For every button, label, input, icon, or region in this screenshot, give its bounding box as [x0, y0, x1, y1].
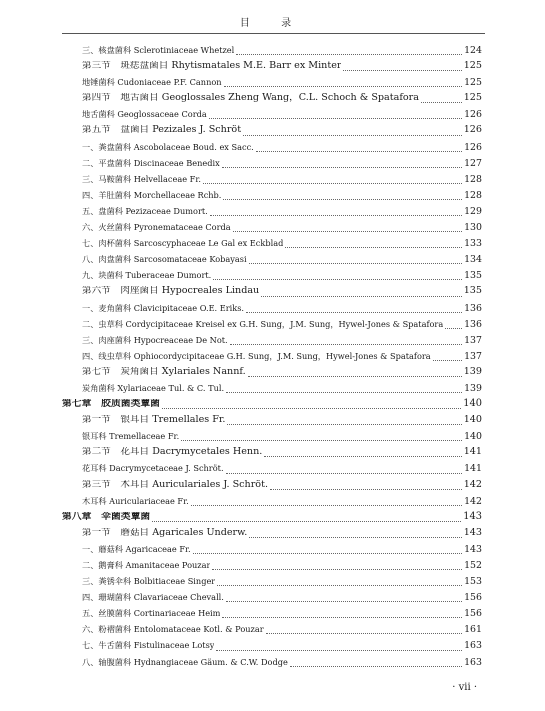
toc-entry-family[interactable]: [62, 187, 482, 203]
toc-entry-title: 第三节 斑痣盘菌目 Rhytismatales M.E. Barr ex Minter: [82, 61, 342, 72]
toc-entry-page: 128: [464, 173, 482, 185]
toc-entry-page: 137: [464, 334, 482, 346]
toc-entry-page: 143: [463, 510, 482, 522]
toc-entry-family[interactable]: [62, 557, 482, 573]
toc-entry-title: 三、粪锈伞科 Bolbitiaceae Singer: [82, 576, 216, 587]
dot-leader: [203, 183, 462, 184]
toc-entry-page: 136: [464, 318, 482, 330]
dot-leader: [270, 489, 462, 490]
dot-leader: [290, 666, 462, 667]
toc-entry-family-plain[interactable]: [62, 74, 482, 90]
toc-entry-title: 五、盘菌科 Pezizaceae Dumort.: [82, 205, 208, 216]
toc-entry-page: 139: [464, 382, 482, 394]
toc-entry-section[interactable]: [62, 283, 482, 299]
dot-leader: [248, 376, 462, 377]
toc-entry-page: 153: [464, 576, 482, 588]
toc-entry-page: 126: [464, 141, 482, 153]
toc-entry-family[interactable]: [62, 42, 482, 58]
toc-entry-page: 126: [463, 124, 482, 136]
dot-leader: [181, 440, 462, 441]
dot-leader: [233, 231, 462, 232]
toc-entry-section[interactable]: [62, 444, 482, 460]
toc-entry-title: 花耳科 Dacrymycetaceae J. Schröt.: [82, 463, 224, 474]
toc-entry-section[interactable]: [62, 477, 482, 493]
dot-leader: [230, 344, 462, 345]
toc-entry-family-plain[interactable]: [62, 380, 482, 396]
toc-entry-title: 炭角菌科 Xylariaceae Tul. & C. Tul.: [82, 382, 225, 393]
toc-entry-section[interactable]: [62, 90, 482, 106]
toc-entry-title: 第一节 蘑菇目 Agaricales Underw.: [82, 527, 248, 538]
toc-entry-section[interactable]: [62, 412, 482, 428]
dot-leader: [261, 296, 461, 297]
toc-entry-page: 139: [463, 365, 482, 377]
dot-leader: [210, 215, 462, 216]
toc-entry-section[interactable]: [62, 525, 482, 541]
toc-entry-family[interactable]: [62, 235, 482, 251]
toc-entry-family[interactable]: [62, 251, 482, 267]
toc-entry-family[interactable]: [62, 267, 482, 283]
toc-entry-page: 156: [464, 608, 482, 620]
toc-entry-page: 127: [464, 157, 482, 169]
toc-entry-family[interactable]: [62, 203, 482, 219]
dot-leader: [264, 456, 461, 457]
dot-leader: [212, 569, 462, 570]
dot-leader: [249, 263, 462, 264]
toc-entry-page: 126: [464, 109, 482, 121]
toc-entry-page: 125: [463, 60, 482, 72]
toc-entry-chapter[interactable]: [62, 396, 482, 412]
toc-entry-title: 第二节 花耳目 Dacrymycetales Henn.: [82, 447, 263, 458]
toc-entry-title: 第四节 地舌菌目 Geoglossales Zheng Wang，C.L. Schoch & Spatafora: [82, 93, 419, 104]
toc-entry-page: 140: [463, 398, 482, 410]
toc-entry-family[interactable]: [62, 155, 482, 171]
header-rule: [62, 33, 485, 34]
dot-leader: [256, 151, 462, 152]
toc-entry-title: 银耳科 Tremellaceae Fr.: [82, 431, 180, 442]
toc-entry-page: 134: [464, 254, 482, 266]
toc-entry-title: 第三节 木耳目 Auriculariales J. Schröt.: [82, 479, 268, 490]
toc-entry-page: 137: [464, 350, 482, 362]
dot-leader: [223, 199, 462, 200]
toc-entry-title: 八、肉盘菌科 Sarcosomataceae Kobayasi: [82, 254, 247, 265]
toc-entry-title: 三、马鞍菌科 Helvellaceae Fr.: [82, 173, 201, 184]
table-of-contents: [62, 42, 482, 670]
toc-entry-title: 第一节 银耳目 Tremellales Fr.: [82, 415, 226, 426]
toc-entry-page: 143: [463, 526, 482, 538]
toc-entry-page: 130: [464, 222, 482, 234]
toc-entry-title: 八、轴腹菌科 Hydnangiaceae Gäum. & C.W. Dodge: [82, 656, 288, 667]
toc-entry-page: 163: [464, 640, 482, 652]
dot-leader: [421, 102, 462, 103]
toc-entry-family[interactable]: [62, 589, 482, 605]
toc-entry-title: 六、粉褶菌科 Entolomataceae Kotl. & Pouzar: [82, 624, 264, 635]
toc-entry-page: 135: [464, 270, 482, 282]
page-header-title: 目 录: [239, 18, 306, 29]
toc-entry-family[interactable]: [62, 316, 482, 332]
toc-entry-page: 129: [464, 205, 482, 217]
dot-leader: [227, 424, 461, 425]
toc-entry-page: 135: [463, 285, 482, 297]
toc-entry-family[interactable]: [62, 171, 482, 187]
dot-leader: [246, 312, 462, 313]
dot-leader: [226, 473, 463, 474]
toc-entry-page: 140: [464, 431, 482, 443]
toc-entry-title: 九、块菌科 Tuberaceae Dumort.: [82, 270, 212, 281]
dot-leader: [266, 633, 462, 634]
dot-leader: [285, 247, 462, 248]
dot-leader: [433, 360, 462, 361]
toc-entry-family[interactable]: [62, 637, 482, 653]
toc-entry-title: 五、丝膜菌科 Cortinariaceae Heim: [82, 608, 221, 619]
toc-entry-family[interactable]: [62, 654, 482, 670]
toc-entry-title: 四、珊瑚菌科 Clavariaceae Chevall.: [82, 592, 224, 603]
toc-entry-page: 143: [464, 543, 482, 555]
toc-entry-title: 六、火丝菌科 Pyronemataceae Corda: [82, 222, 231, 233]
toc-entry-page: 124: [464, 45, 482, 56]
toc-entry-family[interactable]: [62, 300, 482, 316]
dot-leader: [222, 167, 462, 168]
dot-leader: [224, 86, 463, 87]
toc-entry-title: 二、虫草科 Cordycipitaceae Kreisel ex G.H. Sung，J.M. Sung，Hywel-Jones & Spatafora: [82, 318, 444, 329]
toc-entry-title: 地舌菌科 Geoglossaceae Corda: [82, 109, 207, 120]
toc-entry-page: 142: [464, 495, 482, 507]
toc-entry-title: 七、牛舌菌科 Fistulinaceae Lotsy: [82, 640, 215, 651]
toc-entry-family[interactable]: [62, 621, 482, 637]
toc-entry-title: 二、鹅膏科 Amanitaceae Pouzar: [82, 560, 211, 570]
page-number: · vii ·: [452, 682, 477, 693]
dot-leader: [343, 70, 461, 71]
toc-entry-title: 一、麦角菌科 Clavicipitaceae O.E. Eriks.: [82, 302, 245, 313]
toc-entry-chapter[interactable]: [62, 509, 482, 525]
toc-entry-page: 136: [464, 302, 482, 314]
toc-entry-family[interactable]: [62, 541, 482, 557]
toc-entry-title: 第六节 肉座菌目 Hypocreales Lindau: [82, 286, 260, 297]
toc-entry-page: 152: [464, 560, 482, 571]
dot-leader: [226, 601, 462, 602]
dot-leader: [445, 328, 462, 329]
toc-entry-family[interactable]: [62, 605, 482, 621]
toc-entry-section[interactable]: [62, 364, 482, 380]
toc-entry-title: 地锤菌科 Cudoniaceae P.F. Cannon: [82, 77, 222, 88]
dot-leader: [213, 279, 462, 280]
toc-entry-title: 三、肉座菌科 Hypocreaceae De Not.: [82, 334, 228, 345]
toc-entry-title: 第七节 炭角菌目 Xylariales Nannf.: [82, 366, 246, 377]
toc-entry-title: 七、肉杯菌科 Sarcoscyphaceae Le Gal ex Eckblad: [82, 238, 284, 249]
toc-entry-title: 四、线虫草科 Ophiocordycipitaceae G.H. Sung，J.M. Sung，Hywel-Jones & Spatafora: [82, 350, 431, 361]
dot-leader: [249, 537, 461, 538]
toc-entry-title: 四、羊肚菌科 Morchellaceae Rchb.: [82, 189, 222, 200]
toc-entry-section[interactable]: [62, 58, 482, 74]
toc-entry-family[interactable]: [62, 219, 482, 235]
dot-leader: [209, 118, 462, 119]
toc-entry-family-plain[interactable]: [62, 460, 482, 476]
toc-entry-family-plain[interactable]: [62, 106, 482, 122]
toc-entry-title: 木耳科 Auriculariaceae Fr.: [82, 495, 189, 506]
toc-entry-title: 二、平盘菌科 Discinaceae Benedix: [82, 157, 220, 168]
toc-entry-page: 125: [464, 77, 482, 89]
dot-leader: [191, 505, 462, 506]
toc-entry-title: 第八章 伞菌类蕈菌: [62, 511, 151, 522]
toc-entry-family-plain[interactable]: [62, 428, 482, 444]
toc-entry-family[interactable]: [62, 348, 482, 364]
toc-entry-title: 一、粪盘菌科 Ascobolaceae Boud. ex Sacc.: [82, 141, 254, 152]
dot-leader: [236, 54, 462, 55]
toc-entry-family[interactable]: [62, 332, 482, 348]
toc-entry-page: 141: [463, 446, 482, 458]
dot-leader: [193, 553, 462, 554]
dot-leader: [217, 585, 462, 586]
dot-leader: [226, 392, 462, 393]
toc-entry-title: 第七章 胶质菌类蕈菌: [62, 399, 160, 410]
toc-entry-page: 156: [464, 592, 482, 604]
toc-entry-page: 163: [464, 656, 482, 668]
toc-entry-page: 125: [463, 92, 482, 104]
toc-entry-page: 161: [464, 624, 482, 636]
toc-entry-page: 133: [464, 238, 482, 250]
dot-leader: [243, 135, 462, 136]
toc-entry-title: 三、核盘菌科 Sclerotiniaceae Whetzel: [82, 45, 235, 55]
toc-entry-title: 一、蘑菇科 Agaricaceae Fr.: [82, 543, 191, 554]
toc-entry-section[interactable]: [62, 122, 482, 138]
toc-entry-family[interactable]: [62, 139, 482, 155]
dot-leader: [216, 650, 462, 651]
toc-entry-title: 第五节 盘菌目 Pezizales J. Schröt: [82, 125, 242, 136]
dot-leader: [162, 408, 461, 409]
dot-leader: [222, 617, 462, 618]
dot-leader: [152, 521, 461, 522]
toc-entry-page: 128: [464, 189, 482, 201]
toc-entry-family[interactable]: [62, 573, 482, 589]
toc-entry-family-plain[interactable]: [62, 493, 482, 509]
toc-entry-page: 140: [463, 414, 482, 426]
toc-entry-page: 142: [463, 478, 482, 490]
toc-entry-page: 141: [464, 463, 482, 475]
